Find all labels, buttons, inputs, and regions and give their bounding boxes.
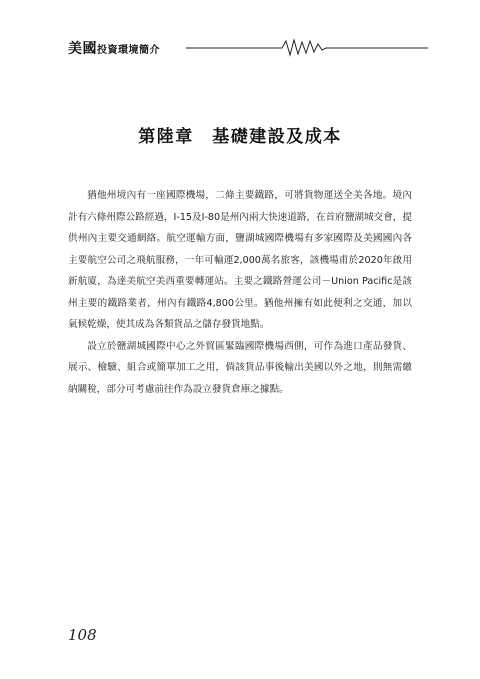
running-header (68, 36, 428, 58)
header-title (68, 38, 160, 58)
header-title-main: 美國 (68, 41, 97, 57)
paragraph: 設立於鹽湖城國際中心之外貿區緊臨國際機場西側，可作為進口產品發貨、展示、檢驗、組合或簡單加工之用，倘該貨品事後輸出美國以外之地，則無需繳納關稅，部分可考慮前往作為設立發貨倉庫之據點。 (68, 340, 412, 395)
header-wave-line (186, 36, 428, 58)
body-text (68, 185, 412, 400)
page-number: 108 (68, 626, 97, 644)
chapter-title: 第陸章 基礎建設及成本 (138, 127, 342, 147)
header-title-sub: 投資環境簡介 (97, 45, 160, 56)
paragraph: 猶他州境內有一座國際機場，二條主要鐵路，可將貨物運送全美各地。境內計有六條州際公路經過，I-15及I-80是州內兩大快速道路，在首府鹽湖城交會，提供州內主要交通網絡。航空運輸方面，鹽湖城國際機場有多家國際及美國國內各主要航空公司之飛航服務，一年可輸運2,000萬名旅客，該機場甫於2020年啟用新航廈，為達美航空美西重要轉運站。主要之鐵路營運公司－Union Pacific是該州主要的鐵路業者，州內有鐵路4,800公里。猶他州擁有如此便利之交通，加以氣候乾燥，使其成為各類貨品之儲存發貨地點。 (68, 190, 412, 330)
